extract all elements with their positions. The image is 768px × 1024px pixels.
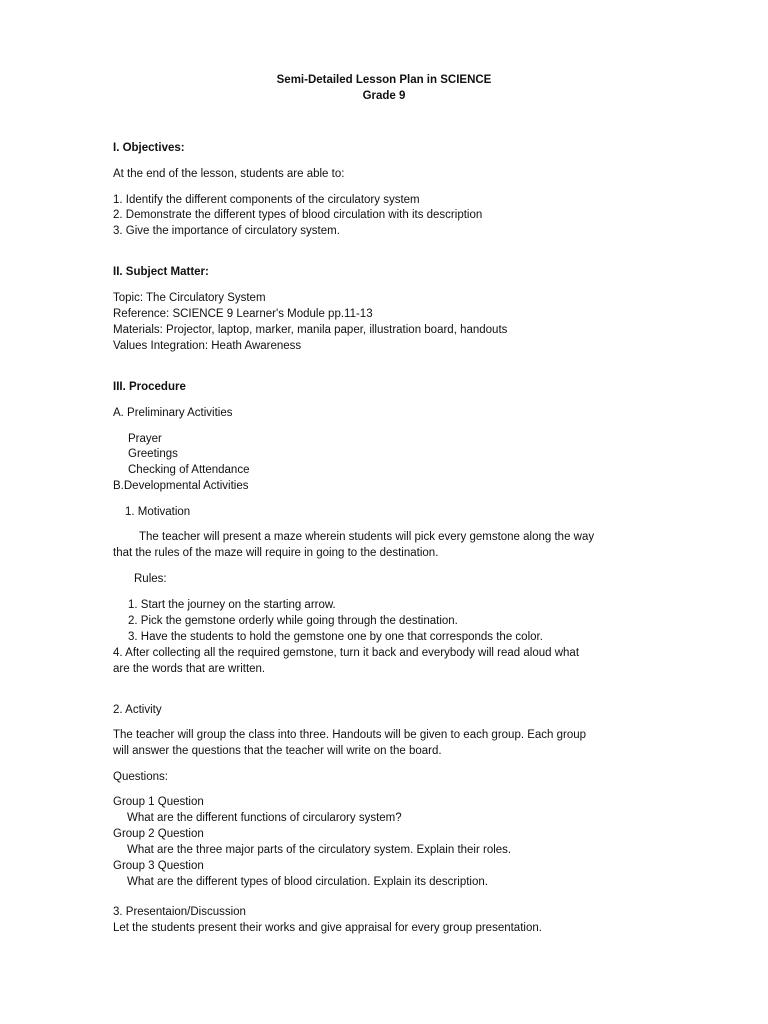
group-label: Group 1 Question xyxy=(113,796,204,808)
document-title: Semi-Detailed Lesson Plan in SCIENCE xyxy=(276,74,492,86)
motivation-text: The teacher will present a maze wherein students will pick every gemstone along the way xyxy=(139,531,595,543)
activity-text: The teacher will group the class into three. Handouts will be given to each group. Each group xyxy=(113,729,587,741)
motivation-heading: 1. Motivation xyxy=(125,506,191,518)
group-label: Group 3 Question xyxy=(113,860,204,872)
rule-item: 4. After collecting all the required gemstone, turn it back and everybody will read aloud what xyxy=(113,647,580,659)
procedure-heading: III. Procedure xyxy=(113,381,186,393)
rules-heading: Rules: xyxy=(134,573,167,585)
developmental-heading: B.Developmental Activities xyxy=(113,480,249,492)
presentation-heading: 3. Presentaion/Discussion xyxy=(113,906,246,918)
preliminary-item: Greetings xyxy=(128,448,178,460)
group-question: What are the different types of blood circulation. Explain its description. xyxy=(127,876,488,888)
motivation-text: that the rules of the maze will require in going to the destination. xyxy=(113,547,439,559)
subject-topic: Topic: The Circulatory System xyxy=(113,292,266,304)
group-label: Group 2 Question xyxy=(113,828,204,840)
group-question: What are the different functions of circularory system? xyxy=(127,812,402,824)
preliminary-item: Checking of Attendance xyxy=(128,464,250,476)
objective-item: 3. Give the importance of circulatory system. xyxy=(113,225,340,237)
subject-materials: Materials: Projector, laptop, marker, manila paper, illustration board, handouts xyxy=(113,324,508,336)
subject-reference: Reference: SCIENCE 9 Learner's Module pp.11-13 xyxy=(113,308,373,320)
group-question: What are the three major parts of the circulatory system. Explain their roles. xyxy=(127,844,512,856)
activity-heading: 2. Activity xyxy=(113,704,162,716)
activity-text: will answer the questions that the teacher will write on the board. xyxy=(113,745,442,757)
preliminary-item: Prayer xyxy=(128,433,162,445)
objectives-intro: At the end of the lesson, students are able to: xyxy=(113,168,345,180)
rule-item: are the words that are written. xyxy=(113,663,266,675)
objective-item: 1. Identify the different components of the circulatory system xyxy=(113,194,420,206)
objective-item: 2. Demonstrate the different types of blood circulation with its description xyxy=(113,209,483,221)
preliminary-heading: A. Preliminary Activities xyxy=(113,407,233,419)
subject-matter-heading: II. Subject Matter: xyxy=(113,266,209,278)
rule-item: 2. Pick the gemstone orderly while going through the destination. xyxy=(128,615,458,627)
document-grade: Grade 9 xyxy=(362,90,406,102)
questions-heading: Questions: xyxy=(113,771,168,783)
subject-values: Values Integration: Heath Awareness xyxy=(113,340,302,352)
rule-item: 1. Start the journey on the starting arrow. xyxy=(128,599,336,611)
rule-item: 3. Have the students to hold the gemstone one by one that corresponds the color. xyxy=(128,631,543,643)
presentation-text: Let the students present their works and give appraisal for every group presentation. xyxy=(113,922,542,934)
objectives-heading: I. Objectives: xyxy=(113,142,185,154)
